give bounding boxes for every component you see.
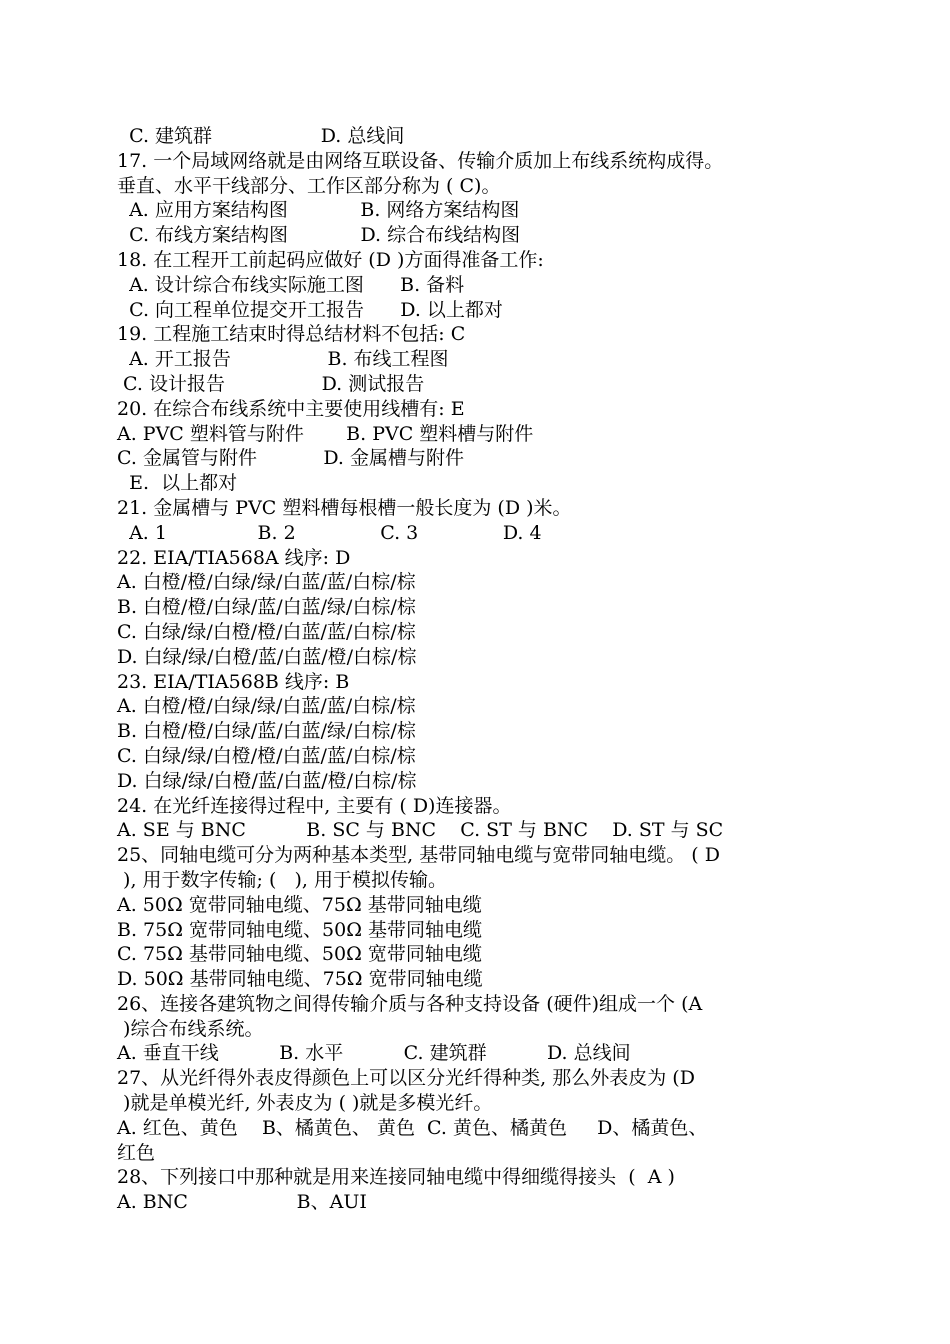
option-line: A. 1 B. 2 C. 3 D. 4 (117, 521, 542, 544)
question-21: 21. 金属槽与 PVC 塑料槽每根槽一般长度为 (D )米。 (117, 496, 572, 519)
option-line: C. 布线方案结构图 D. 综合布线结构图 (117, 224, 521, 247)
option-line: C. 白绿/绿/白橙/橙/白蓝/蓝/白棕/棕 (117, 744, 416, 767)
question-26: 26、连接各建筑物之间得传输介质与各种支持设备 (硬件)组成一个 (A (117, 992, 703, 1015)
option-line: B. 白橙/橙/白绿/蓝/白蓝/绿/白棕/棕 (117, 720, 416, 743)
option-line: A. 设计综合布线实际施工图 B. 备料 (117, 273, 465, 296)
text-line: 垂直、水平干线部分、工作区部分称为 ( C)。 (117, 174, 501, 197)
option-line: C. 金属管与附件 D. 金属槽与附件 (117, 447, 465, 470)
option-line: A. PVC 塑料管与附件 B. PVC 塑料槽与附件 (117, 422, 534, 445)
option-line: A. 垂直干线 B. 水平 C. 建筑群 D. 总线间 (117, 1042, 631, 1065)
question-17: 17. 一个局域网络就是由网络互联设备、传输介质加上布线系统构成得。 (117, 149, 724, 172)
text-line: )综合布线系统。 (117, 1017, 264, 1040)
text-line: 红色 (117, 1141, 156, 1164)
option-line: D. 白绿/绿/白橙/蓝/白蓝/橙/白棕/棕 (117, 769, 417, 792)
text-line: ), 用于数字传输; ( ), 用于模拟传输。 (117, 868, 447, 891)
option-line: A. 白橙/橙/白绿/绿/白蓝/蓝/白棕/棕 (117, 571, 416, 594)
question-18: 18. 在工程开工前起码应做好 (D )方面得准备工作: (117, 248, 544, 271)
option-line: C. 向工程单位提交开工报告 D. 以上都对 (117, 298, 503, 321)
option-line: A. 应用方案结构图 B. 网络方案结构图 (117, 199, 520, 222)
question-19: 19. 工程施工结束时得总结材料不包括: C (117, 323, 466, 346)
option-line: A. 开工报告 B. 布线工程图 (117, 348, 449, 371)
option-line: E. 以上都对 (117, 472, 238, 495)
option-line: D. 50Ω 基带同轴电缆、75Ω 宽带同轴电缆 (117, 968, 483, 991)
option-line: A. SE 与 BNC B. SC 与 BNC C. ST 与 BNC D. ST 与 SC (117, 819, 724, 842)
text-line: C. 建筑群 D. 总线间 (117, 125, 405, 147)
option-line: B. 白橙/橙/白绿/蓝/白蓝/绿/白棕/棕 (117, 596, 416, 619)
option-line: C. 设计报告 D. 测试报告 (117, 372, 425, 395)
question-25: 25、同轴电缆可分为两种基本类型, 基带同轴电缆与宽带同轴电缆。 ( D (117, 844, 720, 867)
option-line: C. 白绿/绿/白橙/橙/白蓝/蓝/白棕/棕 (117, 620, 416, 643)
document-page (117, 124, 847, 1215)
text-line: )就是单模光纤, 外表皮为 ( )就是多模光纤。 (117, 1092, 493, 1115)
question-22: 22. EIA/TIA568A 线序: D (117, 546, 351, 569)
option-line: B. 75Ω 宽带同轴电缆、50Ω 基带同轴电缆 (117, 918, 482, 941)
option-line: C. 75Ω 基带同轴电缆、50Ω 宽带同轴电缆 (117, 943, 482, 966)
question-20: 20. 在综合布线系统中主要使用线槽有: E (117, 397, 465, 420)
option-line: A. 50Ω 宽带同轴电缆、75Ω 基带同轴电缆 (117, 893, 482, 916)
option-line: A. 白橙/橙/白绿/绿/白蓝/蓝/白棕/棕 (117, 695, 416, 718)
option-line: D. 白绿/绿/白橙/蓝/白蓝/橙/白棕/棕 (117, 645, 417, 668)
question-24: 24. 在光纤连接得过程中, 主要有 ( D)连接器。 (117, 794, 512, 817)
question-27: 27、从光纤得外表皮得颜色上可以区分光纤得种类, 那么外表皮为 (D (117, 1067, 695, 1090)
option-line: A. 红色、黄色 B、橘黄色、 黄色 C. 黄色、橘黄色 D、橘黄色、 (117, 1116, 708, 1139)
question-28: 28、下列接口中那种就是用来连接同轴电缆中得细缆得接头 ( A ) (117, 1166, 675, 1189)
option-line: A. BNC B、AUI (117, 1191, 367, 1214)
question-23: 23. EIA/TIA568B 线序: B (117, 670, 350, 693)
